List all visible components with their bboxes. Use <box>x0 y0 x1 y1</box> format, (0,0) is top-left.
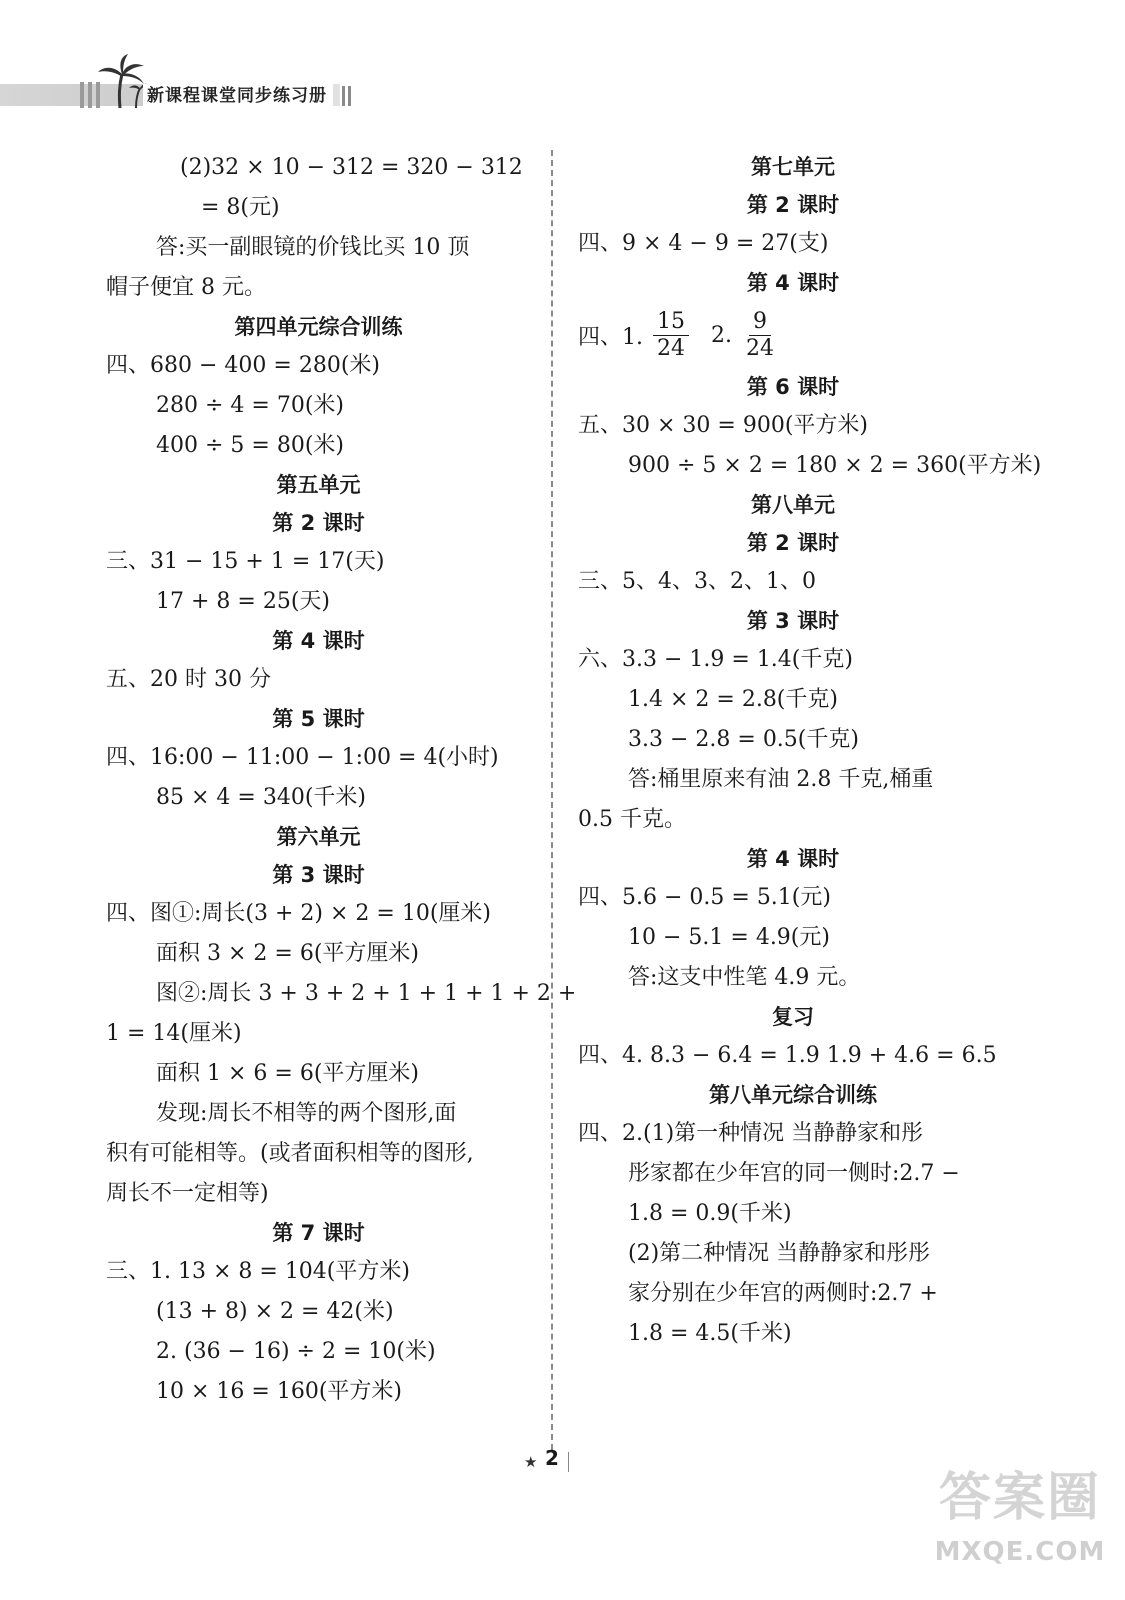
answer-line: 四、4. 8.3 − 6.4 = 1.9 1.9 + 4.6 = 6.5 <box>578 1043 997 1068</box>
section-heading: 第五单元 <box>276 473 361 497</box>
section-heading: 第 7 课时 <box>272 1221 365 1245</box>
answer-line: 85 × 4 = 340(千米) <box>156 785 366 810</box>
right-column-part-1 <box>578 148 1008 302</box>
page-number: 2 <box>545 1446 559 1470</box>
answer-line: 1.8 = 4.5(千米) <box>628 1321 792 1346</box>
fraction-prefix: 四、1. <box>578 324 643 350</box>
answer-line: 0.5 千克。 <box>578 807 686 832</box>
answer-line: 四、5.6 − 0.5 = 5.1(元) <box>578 885 831 910</box>
column-divider <box>551 150 553 1450</box>
section-heading: 第 2 课时 <box>746 531 840 555</box>
right-column <box>578 148 1042 1354</box>
section-heading: 第六单元 <box>276 825 361 849</box>
answer-line: 面积 3 × 2 = 6(平方厘米) <box>156 941 419 966</box>
answer-line: 帽子便宜 8 元。 <box>106 275 266 300</box>
watermark-logo: 答案圈 <box>938 1468 1101 1528</box>
answer-line: 四、680 − 400 = 280(米) <box>106 353 380 378</box>
section-heading: 第 2 课时 <box>746 193 840 217</box>
answer-line: 三、5、4、3、2、1、0 <box>578 569 816 594</box>
answer-line: 400 ÷ 5 = 80(米) <box>156 433 344 458</box>
section-heading: 第 3 课时 <box>746 609 840 633</box>
answer-line: 答:买一副眼镜的价钱比买 10 顶 <box>156 235 470 260</box>
section-heading: 第 5 课时 <box>272 707 365 731</box>
section-heading: 第八单元 <box>751 493 835 517</box>
left-column <box>106 148 577 1412</box>
answer-line: 家分别在少年宫的两侧时:2.7 + <box>628 1281 938 1306</box>
right-column-part-2 <box>578 368 1042 1354</box>
answer-line: 10 × 16 = 160(平方米) <box>156 1379 402 1404</box>
answer-line: 10 − 5.1 = 4.9(元) <box>628 925 830 950</box>
answer-line: = 8(元) <box>201 195 280 220</box>
answer-line: 900 ÷ 5 × 2 = 180 × 2 = 360(平方米) <box>628 453 1042 478</box>
section-heading: 第 2 课时 <box>272 511 365 535</box>
answer-line: 答:桶里原来有油 2.8 千克,桶重 <box>628 767 934 792</box>
answer-line: 积有可能相等。(或者面积相等的图形, <box>106 1141 474 1166</box>
fraction-1-numerator: 15 <box>653 309 689 336</box>
answer-line: 面积 1 × 6 = 6(平方厘米) <box>156 1061 419 1086</box>
section-heading: 第 4 课时 <box>272 629 365 653</box>
fraction-1 <box>653 309 689 362</box>
fraction-2-numerator: 9 <box>749 309 771 336</box>
section-heading: 第 4 课时 <box>746 271 840 295</box>
answer-line: (2)第二种情况 当静静家和彤彤 <box>628 1241 931 1266</box>
answer-line: 1 = 14(厘米) <box>106 1021 242 1046</box>
section-heading: 第 6 课时 <box>746 375 840 399</box>
answer-line: 3.3 − 2.8 = 0.5(千克) <box>628 727 859 752</box>
answer-line: 1.4 × 2 = 2.8(千克) <box>628 687 838 712</box>
section-heading: 第 4 课时 <box>746 847 840 871</box>
answer-line: 发现:周长不相等的两个图形,面 <box>156 1101 457 1126</box>
answer-line: 四、图①:周长(3 + 2) × 2 = 10(厘米) <box>106 901 491 926</box>
fraction-mid-label: 2. <box>711 322 732 348</box>
section-heading: 复习 <box>772 1005 814 1029</box>
header-title: 新课程课堂同步练习册 <box>143 84 333 108</box>
fraction-answer-line <box>578 302 1008 368</box>
answer-line: (2)32 × 10 − 312 = 320 − 312 <box>180 155 523 180</box>
answer-line: 17 + 8 = 25(天) <box>156 589 330 614</box>
fraction-1-denominator: 24 <box>657 335 685 361</box>
answer-line: 三、1. 13 × 8 = 104(平方米) <box>106 1259 410 1284</box>
answer-line: 四、2.(1)第一种情况 当静静家和彤 <box>578 1121 924 1146</box>
answer-line: (13 + 8) × 2 = 42(米) <box>156 1299 394 1324</box>
answer-line: 1.8 = 0.9(千米) <box>628 1201 792 1226</box>
answer-line: 答:这支中性笔 4.9 元。 <box>628 965 861 990</box>
header-tail-stripes <box>342 86 354 106</box>
answer-line: 2. (36 − 16) ÷ 2 = 10(米) <box>156 1339 436 1364</box>
answer-line: 彤家都在少年宫的同一侧时:2.7 − <box>628 1161 960 1186</box>
section-heading: 第七单元 <box>751 155 835 179</box>
section-heading: 第八单元综合训练 <box>709 1083 877 1107</box>
section-heading: 第 3 课时 <box>272 863 365 887</box>
answer-line: 周长不一定相等) <box>106 1181 269 1206</box>
answer-line: 四、16:00 − 11:00 − 1:00 = 4(小时) <box>106 745 499 770</box>
palm-tree-icon <box>92 52 150 110</box>
fraction-2 <box>742 309 778 362</box>
answer-line: 六、3.3 − 1.9 = 1.4(千克) <box>578 647 853 672</box>
page-number-tick <box>568 1452 569 1472</box>
answer-line: 三、31 − 15 + 1 = 17(天) <box>106 549 385 574</box>
answer-line: 五、20 时 30 分 <box>106 667 271 692</box>
answer-line: 四、9 × 4 − 9 = 27(支) <box>578 231 829 256</box>
star-icon: ★ <box>524 1453 538 1471</box>
answer-line: 图②:周长 3 + 3 + 2 + 1 + 1 + 1 + 2 + <box>156 981 577 1006</box>
answer-line: 280 ÷ 4 = 70(米) <box>156 393 344 418</box>
answer-line: 五、30 × 30 = 900(平方米) <box>578 413 868 438</box>
watermark-url: MXQE.COM <box>934 1537 1106 1567</box>
fraction-2-denominator: 24 <box>746 335 774 361</box>
section-heading: 第四单元综合训练 <box>234 315 403 339</box>
